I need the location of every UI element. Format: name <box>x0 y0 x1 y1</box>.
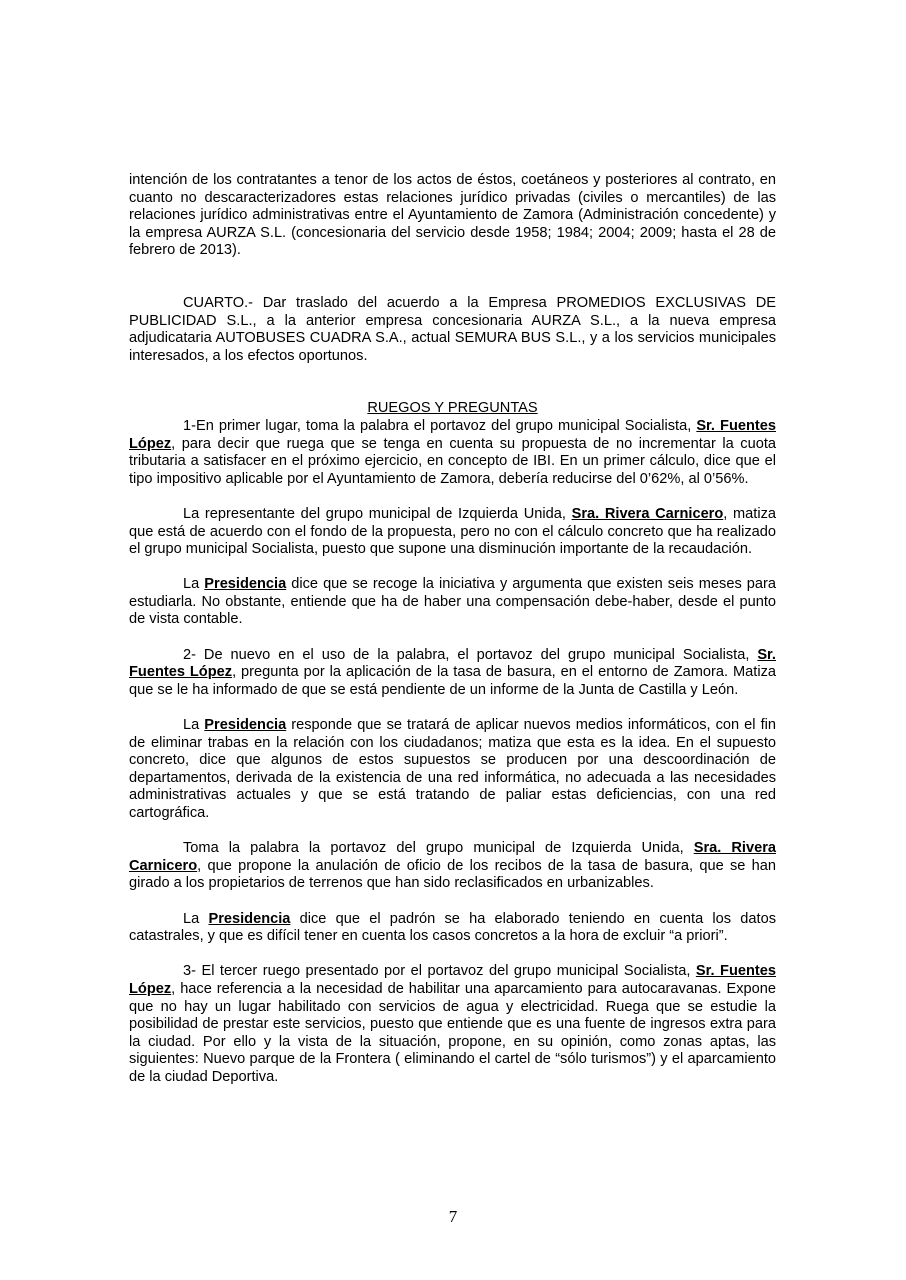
paragraph-presidencia-1 <box>129 576 776 629</box>
speaker-name: Sr. Fuentes López <box>129 646 776 681</box>
paragraph-ruego-1 <box>129 418 776 488</box>
section-title-ruegos: RUEGOS Y PREGUNTAS <box>367 400 538 417</box>
text-segment: 3- El tercer ruego presentado por el portavoz del grupo municipal Socialista, <box>183 963 696 980</box>
speaker-name: Presidencia <box>208 910 291 927</box>
text-segment: responde que se tratará de aplicar nuevos medios informáticos, con el fin de eliminar trabas en la relación con los ciudadanos; matiza que esta es la idea. En el supuesto concreto, dice que algunos de estos supuestos se producen por una descoordinación de departamentos, derivada de la existencia de una red informática, no adecuada a las necesidades administrativas actuales y que se está tratando de paliar estas deficiencias, con una red cartográfica. <box>129 717 776 821</box>
text-segment: , hace referencia a la necesidad de habilitar una aparcamiento para autocaravanas. Expone que no hay un lugar habilitado con servicios de agua y electricidad. Ruega que se estudie la posibilidad de prestar este servicios, puesto que entiende que es una fuente de ingresos extra para la ciudad. Por ello y la vista de la situación, propone, en su opinión, como zonas aptas, las siguientes: Nuevo parque de la Frontera ( eliminando el cartel de “sólo turismos”) y el aparcamiento de la ciudad Deportiva. <box>129 980 776 1085</box>
text-segment: La <box>183 717 205 734</box>
speaker-name: Sra. Rivera Carnicero <box>571 505 724 522</box>
text-segment: dice que se recoge la iniciativa y argumenta que existen seis meses para estudiarla. No obstante, entiende que ha de haber una compensación debe-haber, desde el punto de vista contable. <box>129 576 776 628</box>
text-segment: La <box>183 910 209 927</box>
page-number: 7 <box>448 1207 458 1226</box>
paragraph-presidencia-2 <box>129 717 776 823</box>
paragraph-presidencia-3 <box>129 911 776 946</box>
paragraph-iu-proposal <box>129 840 776 893</box>
text-segment: , que propone la anulación de oficio de los recibos de la tasa de basura, que se han girado a los propietarios de terrenos que han sido reclasificados en urbanizables. <box>129 857 776 892</box>
text-segment: La representante del grupo municipal de Izquierda Unida, <box>183 505 572 522</box>
speaker-name: Sr. Fuentes López <box>129 963 776 997</box>
paragraph-ruego-3 <box>129 963 776 1086</box>
text-segment: dice que el padrón se ha elaborado teniendo en cuenta los datos catastrales, y que es difícil tener en cuenta los casos concretos a la hora de excluir “a priori”. <box>129 910 776 945</box>
speaker-name: Sra. Rivera Carnicero <box>129 840 776 874</box>
text-segment: 2- De nuevo en el uso de la palabra, el portavoz del grupo municipal Socialista, <box>183 646 758 663</box>
speaker-name: Sr. Fuentes López <box>129 417 776 452</box>
speaker-name: Presidencia <box>204 717 287 734</box>
text-segment: , para decir que ruega que se tenga en cuenta su propuesta de no incrementar la cuota tributaria a satisfacer en el próximo ejercicio, en concepto de IBI. En un primer cálculo, dice que el tipo impositivo aplicable por el Ayuntamiento de Zamora, debería reducirse del 0’62%, al 0’56%. <box>129 435 776 487</box>
paragraph-cuarto: CUARTO.- Dar traslado del acuerdo a la Empresa PROMEDIOS EXCLUSIVAS DE PUBLICIDAD S.L., a la anterior empresa concesionaria AURZA S.L., a la nueva empresa adjudicataria AUTOBUSES CUADRA S.A., actual SEMURA BUS S.L., y a los servicios municipales interesados, a los efectos oportunos. <box>129 294 776 364</box>
paragraph-contract-intent: intención de los contratantes a tenor de los actos de éstos, coetáneos y posteriores al contrato, en cuanto no descaracterizadores estas relaciones jurídico privadas (civiles o mercantiles) de las relaciones jurídico administrativas entre el Ayuntamiento de Zamora (Administración concedente) y la empresa AURZA S.L. (concesionaria del servicio desde 1958; 1984; 2004; 2009; hasta el 28 de febrero de 2013). <box>129 172 776 259</box>
paragraph-iu-response-1 <box>129 506 776 559</box>
text-segment: , matiza que está de acuerdo con el fondo de la propuesta, pero no con el cálculo concreto que ha realizado el grupo municipal Socialista, puesto que supone una disminución importante de la recaudación. <box>129 505 776 558</box>
text-segment: Toma la palabra la portavoz del grupo municipal de Izquierda Unida, <box>183 840 694 857</box>
text-segment: 1-En primer lugar, toma la palabra el portavoz del grupo municipal Socialista, <box>183 417 697 434</box>
paragraph-ruego-2 <box>129 647 776 700</box>
text-segment: , pregunta por la aplicación de la tasa de basura, en el entorno de Zamora. Matiza que se le ha informado de que se está pendiente de un informe de la Junta de Castilla y León. <box>129 664 776 698</box>
speaker-name: Presidencia <box>204 576 287 593</box>
text-segment: La <box>183 576 205 593</box>
document-body <box>129 172 776 1087</box>
